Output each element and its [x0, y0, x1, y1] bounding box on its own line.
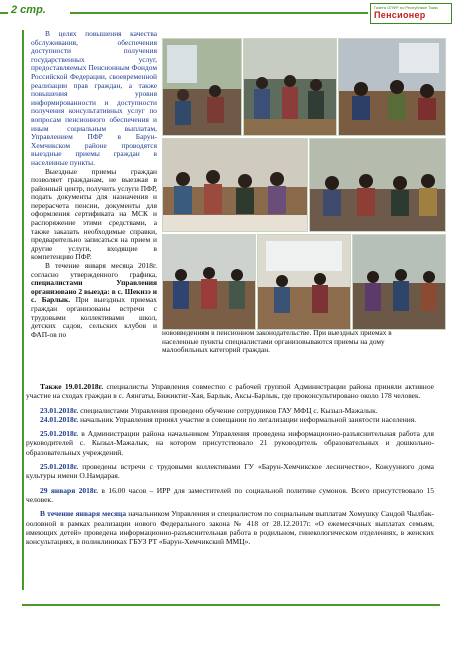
event-paragraph: [26, 382, 434, 401]
page-number: 2 стр.: [8, 4, 49, 16]
event-paragraph: [26, 486, 434, 505]
event-text: в 16.00 часов – ИРР для заместителей по социальной политике сумонов. Всего присутствовало 15 человек.: [26, 485, 434, 504]
photo-meeting-7: [257, 234, 351, 330]
header-rule: [70, 12, 368, 14]
photo-meeting-2: [243, 38, 337, 136]
photo-meeting-8: [352, 234, 446, 330]
intro-p3-c: При выездных приемах граждан организованы встречи с трудовыми коллективами школ, детских садов, сельских клубов и ФАП-ов по: [31, 295, 157, 339]
event-paragraph: [26, 406, 434, 415]
photo-meeting-4: [162, 138, 308, 232]
event-date: В течение января месяца: [40, 509, 127, 519]
event-text: в Администрации района начальником Управления проведена информационно-разъяснительная работа для руководителей с. Кызыл-Мажалык, на котором присутствовало 21 руководитель образовательных и дошкольно-образовательных учреждений.: [26, 429, 434, 457]
intro-column: [31, 30, 157, 339]
side-rule: [22, 30, 24, 590]
event-text: проведены встречи с трудовыми коллективами ГУ «Барун-Хемчикское лесничество», Кожуунного дома культуры имени О.Намдарая.: [26, 462, 434, 481]
intro-p3-b: специалистами Управления организовано 2 выезда: в с. Шекизэ и с. Барлык.: [31, 278, 157, 305]
logo-title: Пенсионер: [374, 10, 426, 20]
photo-meeting-5: [309, 138, 446, 232]
photo-collage: [162, 38, 444, 346]
event-text: специалистами Управления проведено обучение сотрудников ГАУ МФЦ с. Кызыл-Мажалык.: [78, 405, 378, 415]
logo-subtitle: Газета ОПФР по Республике Тыва: [374, 5, 438, 10]
continuation-text: нововведениям в пенсионном законодательстве. При выездных приемах в населенные пункты специалистами организовываются приемы на дому малообильных категорий граждан.: [162, 328, 392, 355]
photo-meeting-6: [162, 234, 256, 330]
event-paragraph: [26, 415, 434, 424]
event-date: Также 19.01.2018г.: [40, 382, 104, 391]
event-paragraph: [26, 509, 434, 546]
event-text: специалисты Управления совместно с рабочей группой Администрации района приняли активное участие на сходах граждан в с. Аянгаты, Бижиктиг-Хая, Барлык, Аксы-Барлык, где проконсультировано около 178 человек.: [26, 382, 434, 401]
page-header: [0, 0, 460, 24]
event-paragraph: [26, 429, 434, 457]
newspaper-logo: [370, 3, 452, 24]
event-text: начальник Управления принял участие в совещании по легализации неформальной занятости населения.: [78, 414, 417, 424]
event-date: 29 января 2018г.: [40, 485, 99, 495]
photo-meeting-1: [162, 38, 242, 136]
intro-paragraph-2: Выездные приемы граждан позволяет гражданам, не выезжая в районный центр, получить услуги ПФР, подать документы для назначения и перерасчета пенсии, документы для оформления сертификата на МСК и распоряжение этими средствами, а также заказать необходимые справки, предварительно записаться на прием и другие услуги, входящие в компетенцию ПФР.: [31, 166, 157, 262]
intro-paragraph-1: В целях повышения качества обслуживания, обеспечения доступности получения государственных услуг, предоставляемых Пенсионным Фондом Российской Федерации, своевременной реализации прав граждан, а также повышения уровня информированности и доступности получения консультативных услуг по вопросам пенсионного обеспечения и иным социальным выплатам, Управлением ПФР в Барун-Хемчикском районе проводятся выездные приемы граждан в населенные пункты.: [31, 29, 157, 167]
event-text: начальником Управления и специалистом по социальным выплатам Хомушку Сандой Чылбак-ооловной в рамках реализации нового Федерального закона № 418 от 28.12.2017г. «О ежемесячных выплатах семьям, имеющих детей» проведена информационно-разъяснительная работа в родильном, гинекологическом отделениях, в женских консультациях, в поликлиниках ГБУЗ РТ «Барун-Хемчикский ММЦ».: [26, 509, 434, 547]
events-list: [26, 382, 434, 551]
event-date: 23.01.2018г.: [40, 405, 79, 415]
photo-meeting-3: [338, 38, 446, 136]
event-date: 24.01.2018г.: [40, 414, 79, 424]
footer-rule: [22, 604, 440, 606]
event-paragraph: [26, 462, 434, 481]
intro-paragraph-3: [31, 262, 157, 339]
event-date: 25.01.2018г.: [40, 429, 79, 439]
event-date: 25.01.2018г.: [40, 462, 79, 472]
intro-p3-a: В течение января месяца 2018г. согласно утвержденного графика,: [31, 261, 157, 279]
